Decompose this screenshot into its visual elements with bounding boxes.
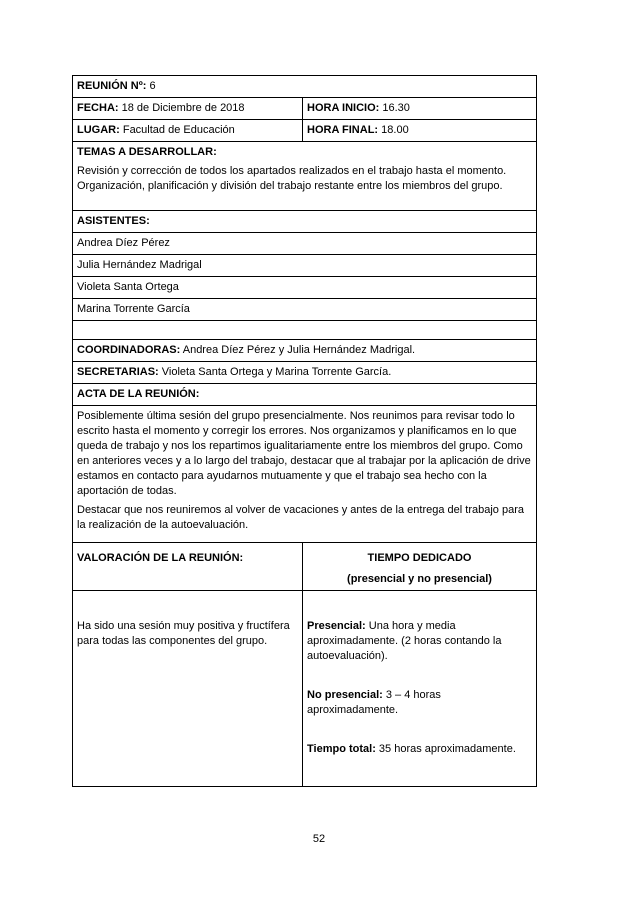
- fecha-label: FECHA:: [77, 102, 119, 114]
- cell-hora-inicio: [303, 98, 537, 120]
- presencial-value: Una hora y media aproximadamente. (2 horas contando la autoevaluación).: [307, 620, 502, 662]
- asistente-item: Andrea Díez Pérez: [73, 233, 537, 255]
- asistente-item: Marina Torrente García: [73, 299, 537, 321]
- page-number: 52: [312, 833, 326, 845]
- cell-tiempo-detail: [303, 591, 537, 787]
- row-acta-label: [73, 384, 537, 406]
- row-asistente-1: [73, 233, 537, 255]
- row-empty: [73, 321, 537, 340]
- no-presencial-value: 3 – 4 horas aproximadamente.: [307, 689, 441, 716]
- meeting-minutes-table: [72, 75, 537, 787]
- row-valoracion-body: [73, 591, 537, 787]
- presencial-line: [307, 619, 532, 664]
- coordinadoras-value: Andrea Díez Pérez y Julia Hernández Madrigal.: [182, 344, 416, 356]
- row-asistente-3: [73, 277, 537, 299]
- tiempo-total-line: [307, 742, 532, 757]
- asistentes-label: ASISTENTES:: [77, 215, 150, 227]
- hora-final-value: 18.00: [381, 124, 409, 136]
- secretarias-label: SECRETARIAS:: [77, 366, 159, 378]
- presencial-label: Presencial:: [307, 620, 366, 632]
- cell-acta-label: [73, 384, 537, 406]
- row-reunion: [73, 76, 537, 98]
- hora-final-label: HORA FINAL:: [307, 124, 379, 136]
- no-presencial-line: [307, 688, 532, 718]
- cell-valoracion-text: [73, 591, 303, 787]
- row-coordinadoras: [73, 340, 537, 362]
- row-asistentes-label: [73, 211, 537, 233]
- hora-inicio-value: 16.30: [382, 102, 410, 114]
- row-asistente-4: [73, 299, 537, 321]
- reunion-label: REUNIÓN Nº:: [77, 80, 147, 92]
- tiempo-total-label: Tiempo total:: [307, 743, 376, 755]
- valoracion-text: Ha sido una sesión muy positiva y fructífera para todas las componentes del grupo.: [77, 620, 290, 647]
- empty-cell: [73, 321, 537, 340]
- row-asistente-2: [73, 255, 537, 277]
- no-presencial-label: No presencial:: [307, 689, 383, 701]
- row-fecha: [73, 98, 537, 120]
- cell-lugar: [73, 120, 303, 142]
- cell-asistentes-label: [73, 211, 537, 233]
- cell-coordinadoras: [73, 340, 537, 362]
- row-acta-text: [73, 406, 537, 543]
- acta-paragraph-2: Destacar que nos reuniremos al volver de vacaciones y antes de la entrega del trabajo para la realización de la autoevaluación.: [77, 504, 524, 531]
- cell-tiempo-label: [303, 543, 537, 591]
- lugar-label: LUGAR:: [77, 124, 120, 136]
- cell-reunion: [73, 76, 537, 98]
- asistente-item: Violeta Santa Ortega: [73, 277, 537, 299]
- cell-acta-text: [73, 406, 537, 543]
- row-lugar: [73, 120, 537, 142]
- row-valoracion-header: [73, 543, 537, 591]
- secretarias-value: Violeta Santa Ortega y Marina Torrente García.: [161, 366, 392, 378]
- cell-hora-final: [303, 120, 537, 142]
- temas-text: Revisión y corrección de todos los apartados realizados en el trabajo hasta el momento. Organización, planificación y división del trabajo restante entre los miembros del grupo.: [77, 165, 507, 192]
- acta-label: ACTA DE LA REUNIÓN:: [77, 388, 200, 400]
- coordinadoras-label: COORDINADORAS:: [77, 344, 181, 356]
- reunion-value: 6: [149, 80, 156, 92]
- temas-label: TEMAS A DESARROLLAR:: [77, 146, 217, 158]
- fecha-value: 18 de Diciembre de 2018: [121, 102, 245, 114]
- asistente-item: Julia Hernández Madrigal: [73, 255, 537, 277]
- cell-fecha: [73, 98, 303, 120]
- valoracion-label: VALORACIÓN DE LA REUNIÓN:: [77, 552, 244, 564]
- acta-paragraph-1: Posiblemente última sesión del grupo presencialmente. Nos reunimos para revisar todo lo escrito hasta el momento y corregir los errores. Nos organizamos y planificamos en lo que queda de trabajo y nos los repartimos igualitariamente entre los miembros del grupo. Como en anteriores veces y a lo largo del trabajo, destacar que al trabajar por la aplicación de drive estamos en contacto para ayudarnos mutuamente y que el trabajo sea hecho con la aportación de todas.: [77, 410, 531, 497]
- cell-secretarias: [73, 362, 537, 384]
- hora-inicio-label: HORA INICIO:: [307, 102, 380, 114]
- lugar-value: Facultad de Educación: [122, 124, 235, 136]
- tiempo-sublabel: (presencial y no presencial): [347, 573, 492, 585]
- tiempo-total-value: 35 horas aproximadamente.: [378, 743, 516, 755]
- cell-temas: [73, 142, 537, 211]
- row-temas: [73, 142, 537, 211]
- row-secretarias: [73, 362, 537, 384]
- cell-valoracion-label: [73, 543, 303, 591]
- tiempo-label: TIEMPO DEDICADO: [367, 552, 472, 564]
